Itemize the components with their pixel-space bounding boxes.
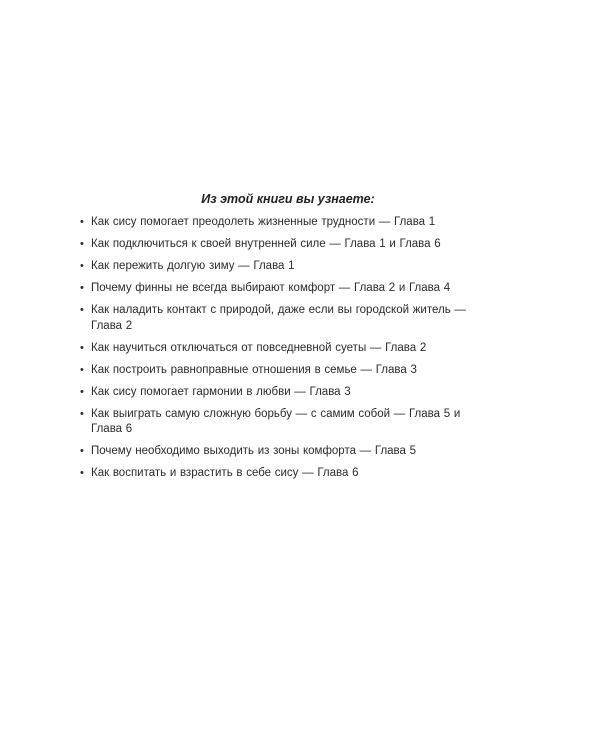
- list-item-text: Почему финны не всегда выбирают комфорт — Глава 2 и Глава 4: [91, 282, 451, 294]
- bullet-icon: •: [80, 467, 84, 479]
- bullet-icon: •: [80, 216, 84, 228]
- list-item: [80, 259, 490, 275]
- bullet-icon: •: [80, 445, 84, 457]
- bullet-icon: •: [80, 260, 84, 272]
- list-item-text: Как научиться отключаться от повседневной суеты — Глава 2: [91, 341, 427, 354]
- list-item-text: Как выиграть самую сложную борьбу — с самим собой — Глава 5 и Глава 6: [91, 407, 461, 435]
- list-item: [80, 303, 490, 334]
- list-item: [80, 407, 490, 438]
- list-item-text: Как построить равноправные отношения в семье — Глава 3: [91, 363, 417, 376]
- list-item: [80, 341, 490, 357]
- bullet-icon: •: [80, 282, 84, 294]
- bullet-icon: •: [80, 385, 84, 398]
- list-item: [80, 444, 490, 460]
- list-item: [80, 237, 490, 253]
- page-content: [80, 191, 490, 488]
- list-item: [80, 385, 490, 401]
- list-item: [80, 363, 490, 379]
- list-item-text: Как сису помогает гармонии в любви — Глава 3: [91, 385, 351, 398]
- bullet-icon: •: [80, 363, 84, 376]
- list-item-text: Почему необходимо выходить из зоны комфорта — Глава 5: [91, 445, 417, 457]
- bullet-icon: •: [80, 304, 84, 316]
- topics-list: [80, 215, 490, 482]
- section-heading: Из этой книги вы узнаете:: [201, 192, 375, 206]
- list-item: [80, 466, 490, 482]
- list-item: [80, 281, 490, 297]
- bullet-icon: •: [80, 238, 84, 250]
- list-item-text: Как подключиться к своей внутренней силе — Глава 1 и Глава 6: [91, 238, 441, 250]
- list-item: [80, 215, 490, 231]
- bullet-icon: •: [80, 341, 84, 354]
- bullet-icon: •: [80, 407, 84, 420]
- list-item-text: Как пережить долгую зиму — Глава 1: [91, 260, 295, 272]
- list-item-text: Как наладить контакт с природой, даже если вы городской житель — Глава 2: [91, 304, 466, 332]
- list-item-text: Как воспитать и взрастить в себе сису — Глава 6: [91, 467, 359, 479]
- list-item-text: Как сису помогает преодолеть жизненные трудности — Глава 1: [91, 216, 436, 228]
